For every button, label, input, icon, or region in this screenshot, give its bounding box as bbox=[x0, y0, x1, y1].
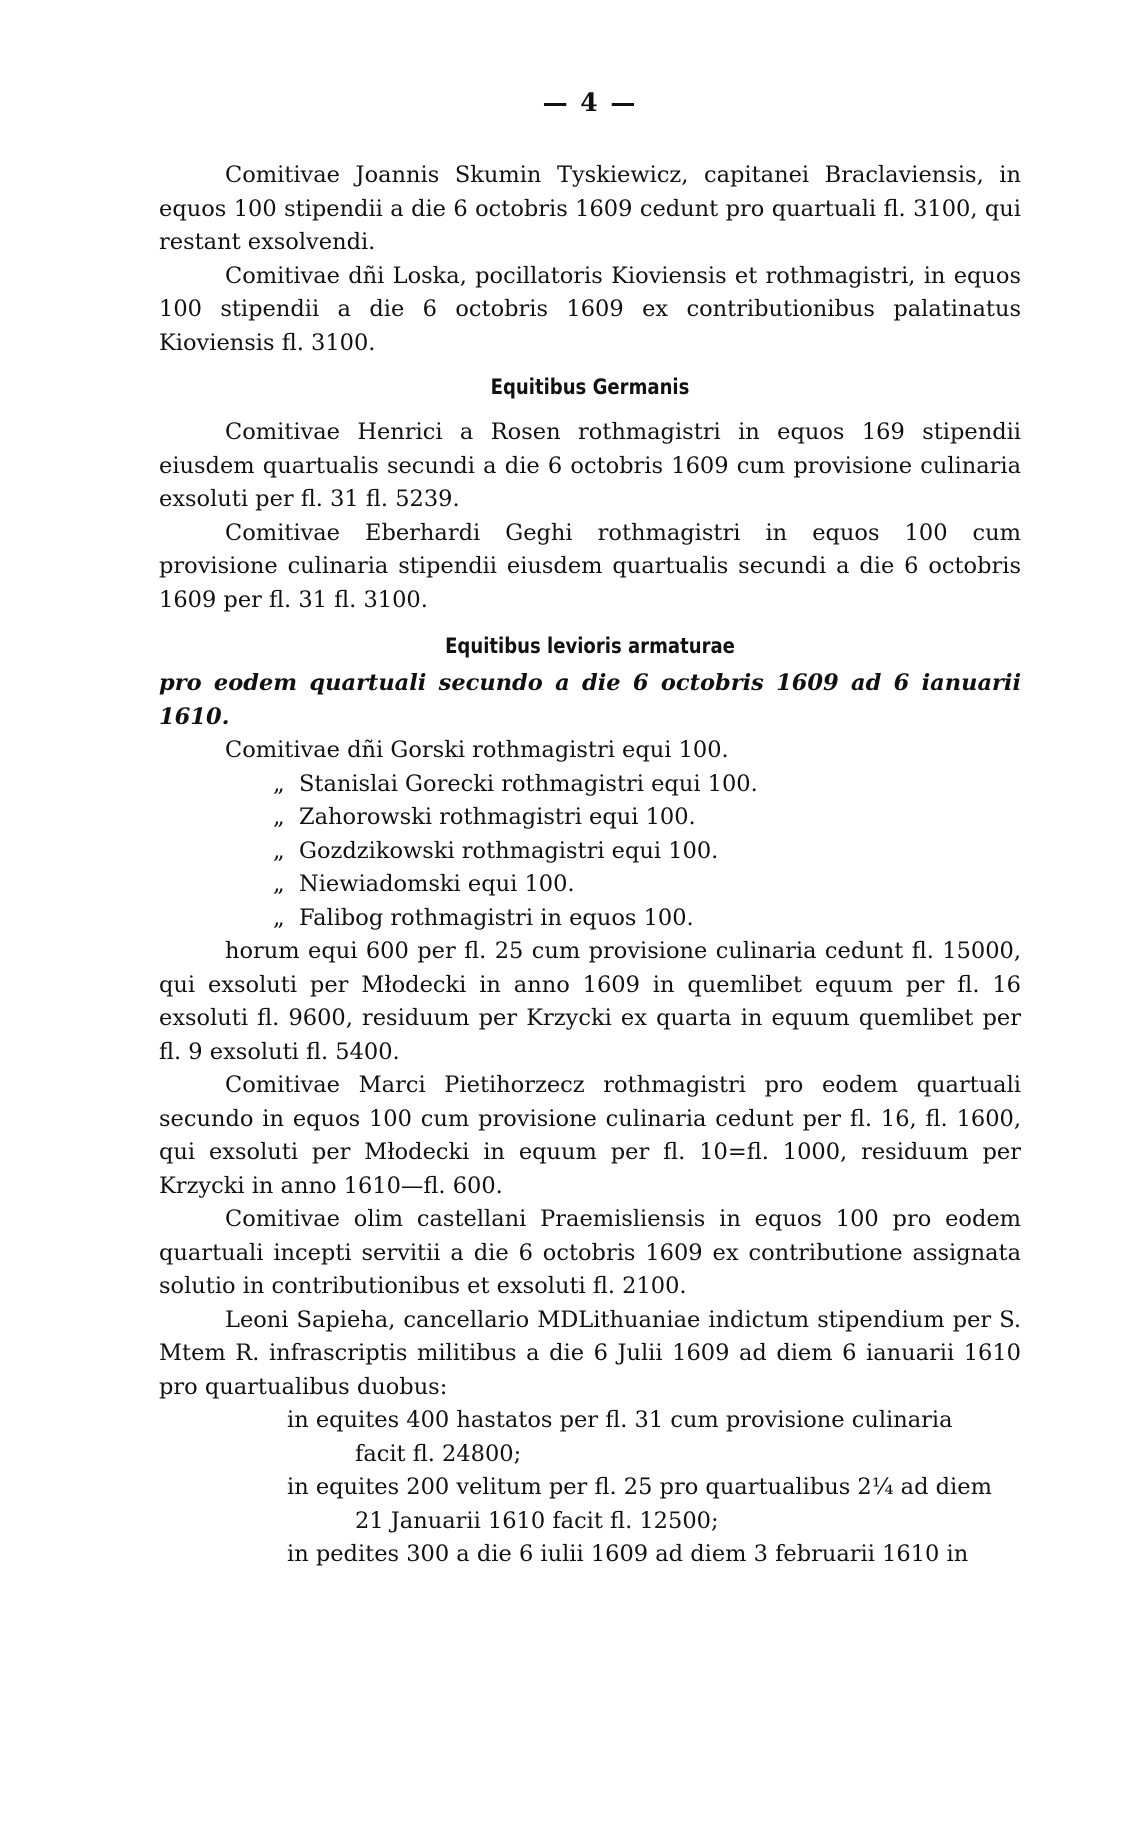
paragraph-skumin: Comitivae Joannis Skumin Tyskiewicz, capitanei Braclaviensis, in equos 100 stipendii a die 6 octobris 1609 cedunt pro quartuali fl. 3100, qui restant exsolvendi. bbox=[159, 162, 1021, 255]
ditto-mark: „ bbox=[273, 804, 285, 830]
hanging-item-text: in equites 400 hastatos per fl. 31 cum provisione culinaria bbox=[287, 1407, 953, 1433]
section-heading-levioris: Equitibus levioris armaturae bbox=[445, 634, 735, 658]
section-heading-germanis: Equitibus Germanis bbox=[490, 375, 690, 399]
list-item bbox=[159, 734, 1021, 768]
hanging-item bbox=[287, 1404, 1021, 1471]
paragraph-rosen: Comitivae Henrici a Rosen rothmagistri in equos 169 stipendii eiusdem quartualis secundi a die 6 octobris 1609 cum provisione culinaria exsoluti per fl. 31 fl. 5239. bbox=[159, 419, 1021, 512]
hanging-item-continuation: facit fl. 24800; bbox=[355, 1440, 522, 1467]
list-item-text: Niewiadomski equi 100. bbox=[299, 871, 575, 897]
list-item bbox=[159, 902, 1021, 936]
list-item-text: Stanislai Gorecki rothmagistri equi 100. bbox=[299, 770, 758, 797]
hanging-item-text: in pedites 300 a die 6 iulii 1609 ad diem 3 februarii 1610 in bbox=[287, 1541, 969, 1567]
hanging-item bbox=[287, 1471, 1021, 1538]
paragraph-sapieha: Leoni Sapieha, cancellario MDLithuaniae indictum stipendium per S. Mtem R. infrascriptis militibus a die 6 Julii 1609 ad diem 6 ianuarii 1610 pro quartualibus duobus: bbox=[159, 1306, 1021, 1400]
list-item bbox=[159, 801, 1021, 835]
list-item-text: Zahorowski rothmagistri equi 100. bbox=[299, 804, 696, 830]
paragraph-praemisliensis: Comitivae olim castellani Praemisliensis in equos 100 pro eodem quartuali incepti servitii a die 6 octobris 1609 ex contributione assignata solutio in contributionibus et exsoluti fl. 2100. bbox=[159, 1206, 1021, 1299]
hanging-item-continuation: 21 Januarii 1610 facit fl. 12500; bbox=[355, 1507, 719, 1534]
list-item-text: Falibog rothmagistri in equos 100. bbox=[299, 904, 694, 931]
list-item-text: Comitivae dñi Gorski rothmagistri equi 100. bbox=[225, 737, 729, 763]
paragraph-horum: horum equi 600 per fl. 25 cum provisione culinaria cedunt fl. 15000, qui exsoluti per Młodecki in anno 1609 in quemlibet equum per fl. 16 exsoluti fl. 9600, residuum per Krzycki ex quarta in equum quemlibet per fl. 9 exsoluti fl. 5400. bbox=[159, 938, 1021, 1065]
hanging-item-text: in equites 200 velitum per fl. 25 pro quartualibus 2¼ ad diem bbox=[287, 1474, 992, 1500]
section-subtitle: pro eodem quartuali secundo a die 6 octobris 1609 ad 6 ianuarii 1610. bbox=[159, 670, 1021, 730]
page-number: — 4 — bbox=[542, 88, 638, 117]
list-item bbox=[159, 835, 1021, 869]
document-page bbox=[159, 88, 1021, 1572]
paragraph-pietihorzecz: Comitivae Marci Pietihorzecz rothmagistri pro eodem quartuali secundo in equos 100 cum provisione culinaria cedunt per fl. 16, fl. 1600, qui exsoluti per Młodecki in equum per fl. 10=fl. 1000, residuum per Krzycki in anno 1610—fl. 600. bbox=[159, 1072, 1021, 1199]
list-item-text: Gozdzikowski rothmagistri equi 100. bbox=[299, 837, 719, 864]
ditto-mark: „ bbox=[273, 837, 285, 864]
ditto-mark: „ bbox=[273, 871, 285, 897]
paragraph-loska: Comitivae dñi Loska, pocillatoris Kioviensis et rothmagistri, in equos 100 stipendii a die 6 octobris 1609 ex contributionibus palatinatus Kioviensis fl. 3100. bbox=[159, 262, 1021, 356]
list-item bbox=[159, 768, 1021, 802]
list-item bbox=[159, 868, 1021, 902]
paragraph-geghi: Comitivae Eberhardi Geghi rothmagistri in equos 100 cum provisione culinaria stipendii eiusdem quartualis secundi a die 6 octobris 1609 per fl. 31 fl. 3100. bbox=[159, 519, 1021, 613]
ditto-mark: „ bbox=[273, 904, 285, 931]
hanging-item bbox=[287, 1538, 1021, 1572]
ditto-mark: „ bbox=[273, 770, 285, 797]
